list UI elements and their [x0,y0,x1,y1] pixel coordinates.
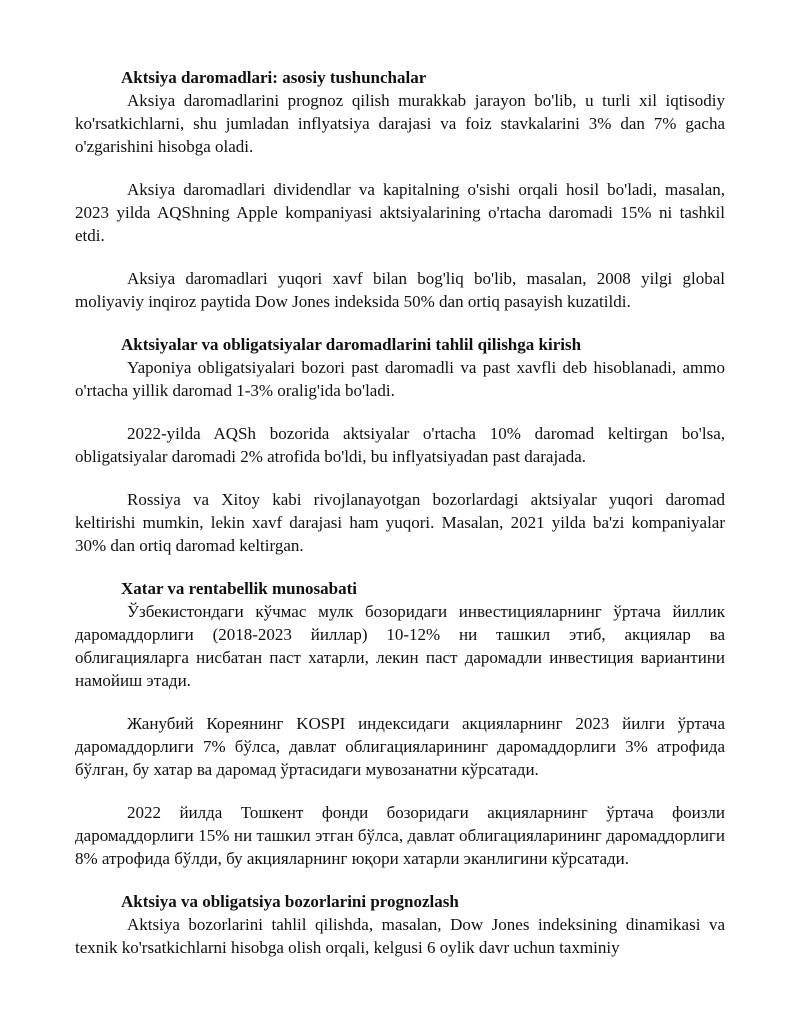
section-heading: Aktsiya daromadlari: asosiy tushunchalar [121,68,427,87]
paragraph: 2022-yilda AQSh bozorida aktsiyalar o'rtacha 10% daromad keltirgan bo'lsa, obligatsiyalar daromadi 2% atrofida bo'ldi, bu inflyatsiyadan past darajada. [75,424,725,466]
section-stocks-bonds-analysis [75,333,725,557]
section-stock-returns-basics [75,66,725,313]
paragraph: 2022 йилда Тошкент фонди бозоридаги акцияларнинг ўртача фоизли даромаддорлиги 15% ни ташкил этган бўлса, давлат облигацияларининг даромаддорлиги 8% атрофида бўлди, бу акцияларнинг юқори хатарли эканлигини кўрсатади. [75,803,725,868]
paragraph: Rossiya va Xitoy kabi rivojlanayotgan bozorlardagi aktsiyalar yuqori daromad keltirishi mumkin, lekin xavf darajasi ham yuqori. Masalan, 2021 yilda ba'zi kompaniyalar 30% dan ortiq daromad keltirgan. [75,490,725,555]
document-page [75,66,725,979]
paragraph: Yaponiya obligatsiyalari bozori past daromadli va past xavfli deb hisoblanadi, ammo o'rtacha yillik daromad 1-3% oralig'ida bo'ladi. [75,358,725,400]
section-risk-return [75,577,725,870]
paragraph: Aktsiya bozorlarini tahlil qilishda, masalan, Dow Jones indeksining dinamikasi va texnik ko'rsatkichlarni hisobga olish orqali, kelgusi 6 oylik davr uchun taxminiy [75,915,725,957]
paragraph: Aksiya daromadlari yuqori xavf bilan bog'liq bo'lib, masalan, 2008 yilgi global moliyaviy inqiroz paytida Dow Jones indeksida 50% dan ortiq pasayish kuzatildi. [75,269,725,311]
section-heading: Aktsiyalar va obligatsiyalar daromadlarini tahlil qilishga kirish [121,335,582,354]
paragraph: Aksiya daromadlari dividendlar va kapitalning o'sishi orqali hosil bo'ladi, masalan, 2023 yilda AQShning Apple kompaniyasi aktsiyalarining o'rtacha daromadi 15% ni tashkil etdi. [75,180,725,245]
paragraph: Жанубий Кореянинг KOSPI индексидаги акцияларнинг 2023 йилги ўртача даромаддорлиги 7% бўлса, давлат облигацияларининг даромаддорлиги 3% атрофида бўлган, бу хатар ва даромад ўртасидаги мувозанатни кўрсатади. [75,714,725,779]
paragraph: Ўзбекистондаги кўчмас мулк бозоридаги инвестицияларнинг ўртача йиллик даромаддорлиги (2018-2023 йиллар) 10-12% ни ташкил этиб, акциялар ва облигацияларга нисбатан паст хатарли, лекин паст даромадли инвестиция вариантини намойиш этади. [75,602,725,690]
section-market-forecasting [75,890,725,959]
paragraph: Aksiya daromadlarini prognoz qilish murakkab jarayon bo'lib, u turli xil iqtisodiy ko'rsatkichlarni, shu jumladan inflyatsiya darajasi va foiz stavkalarini 3% dan 7% gacha o'zgarishini hisobga oladi. [75,91,725,156]
section-heading: Xatar va rentabellik munosabati [121,579,357,598]
section-heading: Aktsiya va obligatsiya bozorlarini prognozlash [121,892,459,911]
